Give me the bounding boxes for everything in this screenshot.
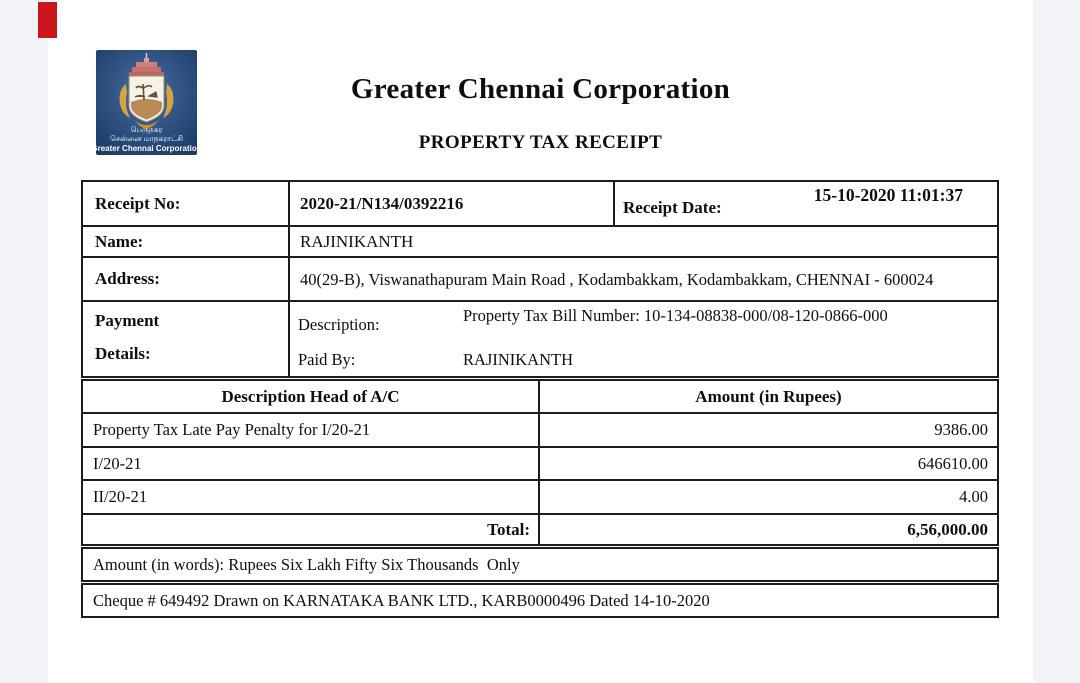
receipt-no-value: 2020-21/N134/0392216	[290, 182, 615, 225]
receipt-info-table	[81, 180, 999, 378]
table-row	[83, 412, 997, 446]
cheque-details-box	[81, 583, 999, 618]
logo-tamil-line2: சென்னை மாநகராட்சி	[110, 134, 183, 143]
charge-description: Property Tax Late Pay Penalty for I/20-21	[83, 414, 540, 446]
charge-amount: 4.00	[959, 487, 988, 506]
charge-amount: 646610.00	[917, 453, 988, 473]
address-row	[83, 256, 997, 300]
address-value: 40(29-B), Viswanathapuram Main Road , Kodambakkam, Kodambakkam, CHENNAI - 600024	[300, 269, 934, 289]
column-header-description: Description Head of A/C	[83, 381, 540, 412]
receipt-no-row	[83, 182, 997, 225]
total-label: Total:	[83, 515, 540, 544]
logo-caption: Greater Chennai Corporation	[96, 144, 197, 153]
logo-tamil-line1: பெருநகர	[130, 125, 163, 134]
cheque-details-row	[83, 585, 997, 616]
charge-amount: 9386.00	[934, 420, 988, 439]
payment-label-line1: Payment	[95, 311, 160, 330]
receipt-date-value: 15-10-2020 11:01:37	[813, 185, 963, 205]
table-row	[83, 446, 997, 479]
name-row	[83, 225, 997, 256]
receipt-date-cell	[615, 182, 997, 225]
payment-label-line2: Details:	[95, 344, 151, 363]
charges-table	[81, 379, 999, 546]
name-label: Name:	[83, 227, 290, 256]
total-amount: 6,56,000.00	[907, 519, 988, 539]
payment-details-cell	[290, 302, 997, 376]
receipt-subtitle: PROPERTY TAX RECEIPT	[418, 132, 663, 153]
total-row	[83, 513, 997, 544]
amount-in-words: Amount (in words): Rupees Six Lakh Fifty Six Thousands Only	[93, 554, 520, 574]
paid-by-label: Paid By:	[298, 350, 356, 369]
amount-in-words-box	[81, 547, 999, 582]
page-title: Greater Chennai Corporation	[350, 73, 731, 105]
table-row	[83, 479, 997, 513]
address-label: Address:	[83, 258, 290, 300]
paid-by-value: RAJINIKANTH	[463, 350, 573, 369]
charge-description: I/20-21	[83, 448, 540, 479]
receipt-no-label: Receipt No:	[83, 182, 290, 225]
receipt-body	[81, 180, 999, 618]
description-value: Property Tax Bill Number: 10-134-08838-000/08-120-0866-000	[463, 306, 888, 325]
cheque-details: Cheque # 649492 Drawn on KARNATAKA BANK LTD., KARB0000496 Dated 14-10-2020	[93, 590, 710, 610]
description-label: Description:	[298, 315, 380, 334]
amount-in-words-row	[83, 549, 997, 580]
column-header-amount: Amount (in Rupees)	[695, 386, 842, 406]
name-value: RAJINIKANTH	[300, 231, 414, 251]
receipt-date-label: Receipt Date:	[623, 198, 722, 217]
charge-description: II/20-21	[83, 481, 540, 513]
red-marker	[38, 2, 57, 38]
charges-header-row	[83, 381, 997, 412]
payment-details-row	[83, 300, 997, 376]
payment-details-label	[83, 302, 290, 376]
